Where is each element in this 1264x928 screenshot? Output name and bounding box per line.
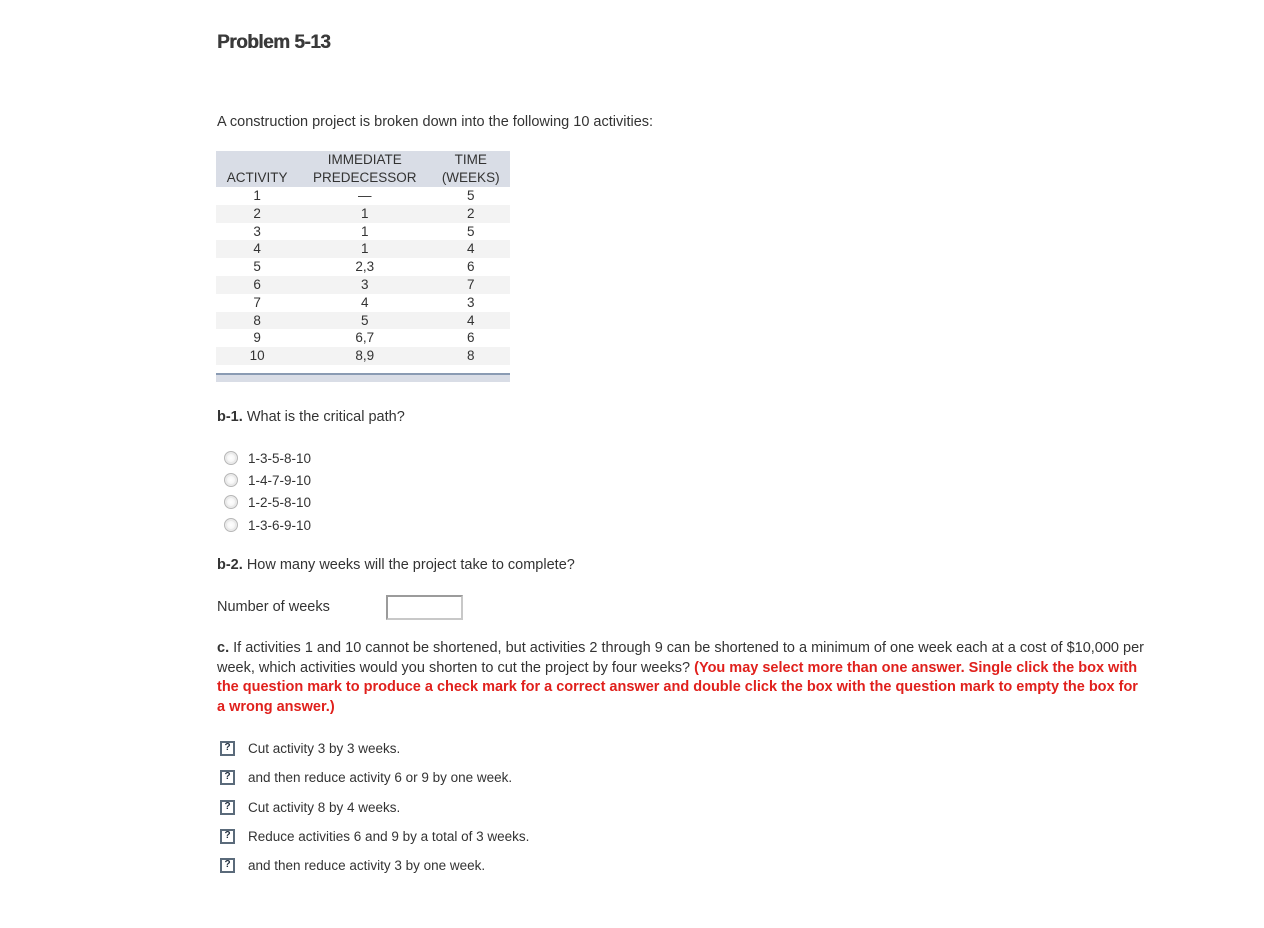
table-row	[216, 258, 510, 276]
cell-time: 6	[466, 259, 475, 275]
table-row	[216, 223, 510, 241]
table-row	[216, 240, 510, 258]
radio-button[interactable]	[224, 451, 238, 465]
radio-button[interactable]	[224, 495, 238, 509]
cell-activity: 5	[253, 259, 261, 275]
header-predecessor-line1: IMMEDIATE	[298, 151, 431, 169]
table-row	[216, 329, 510, 347]
cell-predecessor: 5	[298, 312, 431, 330]
question-b2-text: How many weeks will the project take to complete?	[246, 557, 575, 573]
table-row	[216, 294, 510, 312]
radio-option-label: 1-3-5-8-10	[248, 450, 312, 466]
checkbox-option-3[interactable]	[220, 798, 400, 816]
cell-time: 5	[466, 188, 475, 203]
cell-time: 4	[431, 240, 510, 258]
number-of-weeks-label: Number of weeks	[217, 599, 330, 615]
question-mark-checkbox[interactable]: ?	[220, 858, 235, 873]
cell-predecessor: 3	[298, 276, 431, 294]
cell-time: 6	[466, 330, 475, 346]
question-c-text: If activities 1 and 10 cannot be shortened, but activities 2 through 9 can be shortened to a minimum of one week each at a cost of $10,000 per week, which activities would you shorten to cut the project by four weeks?	[217, 640, 1144, 676]
checkbox-option-label: Reduce activities 6 and 9 by a total of 3 weeks.	[248, 828, 530, 844]
cell-activity: 1	[253, 188, 261, 203]
cell-predecessor: 1	[298, 205, 431, 223]
header-activity-line1	[216, 151, 298, 169]
radio-button[interactable]	[224, 473, 238, 487]
header-time: (WEEKS)	[431, 169, 510, 187]
cell-activity: 10	[216, 347, 298, 365]
question-b1-label: b-1.	[217, 409, 243, 425]
cell-activity: 3	[253, 223, 261, 239]
cell-predecessor: —	[358, 188, 372, 203]
activity-table	[216, 151, 510, 365]
header-predecessor: PREDECESSOR	[298, 169, 431, 187]
table-row	[216, 187, 510, 205]
cell-activity: 9	[253, 330, 261, 346]
question-b1-text: What is the critical path?	[246, 409, 405, 425]
checkbox-option-label: and then reduce activity 6 or 9 by one week.	[248, 769, 513, 785]
cell-activity: 7	[253, 294, 261, 310]
radio-option-label: 1-4-7-9-10	[248, 472, 312, 488]
cell-activity: 4	[216, 240, 298, 258]
question-b2-label: b-2.	[217, 557, 243, 573]
question-c-label: c.	[217, 640, 230, 656]
radio-option-label: 1-3-6-9-10	[248, 517, 312, 533]
radio-option-1[interactable]	[224, 448, 311, 468]
question-mark-checkbox[interactable]: ?	[220, 829, 235, 844]
cell-time: 5	[466, 223, 475, 239]
question-c	[217, 639, 1147, 717]
intro-text: A construction project is broken down into the following 10 activities:	[217, 114, 654, 130]
question-mark-checkbox[interactable]: ?	[220, 800, 235, 815]
radio-button[interactable]	[224, 518, 238, 532]
cell-time: 4	[431, 312, 510, 330]
radio-option-4[interactable]	[224, 515, 311, 535]
table-row	[216, 312, 510, 330]
checkbox-option-2[interactable]	[220, 768, 512, 786]
number-of-weeks-input[interactable]	[386, 595, 463, 620]
cell-predecessor: 1	[361, 223, 369, 239]
cell-time: 8	[431, 347, 510, 365]
question-b1	[217, 409, 405, 425]
table-footer-bar	[216, 373, 510, 382]
checkbox-option-label: and then reduce activity 3 by one week.	[248, 857, 486, 873]
checkbox-option-1[interactable]	[220, 739, 400, 757]
cell-activity: 6	[216, 276, 298, 294]
question-mark-checkbox[interactable]: ?	[220, 741, 235, 756]
table-row	[216, 347, 510, 365]
table-row	[216, 276, 510, 294]
cell-predecessor: 6,7	[355, 330, 375, 346]
checkbox-option-label: Cut activity 8 by 4 weeks.	[248, 799, 401, 815]
cell-predecessor: 8,9	[298, 347, 431, 365]
radio-option-3[interactable]	[224, 492, 311, 512]
radio-option-2[interactable]	[224, 470, 311, 490]
page-title: Problem 5-13	[217, 32, 331, 53]
table-row	[216, 205, 510, 223]
radio-option-label: 1-2-5-8-10	[248, 494, 312, 510]
cell-predecessor: 4	[361, 294, 369, 310]
cell-time: 3	[466, 294, 475, 310]
cell-activity: 8	[216, 312, 298, 330]
question-c-instruction: (You may select more than one answer. Single click the box with the question mark to produce a check mark for a correct answer and double click the box with the question mark to empty the box for a wrong answer.)	[217, 659, 1138, 715]
header-time-line1: TIME	[431, 151, 510, 169]
cell-time: 7	[431, 276, 510, 294]
cell-predecessor: 1	[298, 240, 431, 258]
cell-time: 2	[431, 205, 510, 223]
cell-predecessor: 2,3	[355, 259, 375, 275]
checkbox-option-5[interactable]	[220, 856, 485, 874]
question-mark-checkbox[interactable]: ?	[220, 770, 235, 785]
question-b2	[217, 557, 575, 573]
cell-activity: 2	[216, 205, 298, 223]
header-activity: ACTIVITY	[216, 169, 298, 187]
checkbox-option-4[interactable]	[220, 827, 529, 845]
checkbox-option-label: Cut activity 3 by 3 weeks.	[248, 740, 401, 756]
